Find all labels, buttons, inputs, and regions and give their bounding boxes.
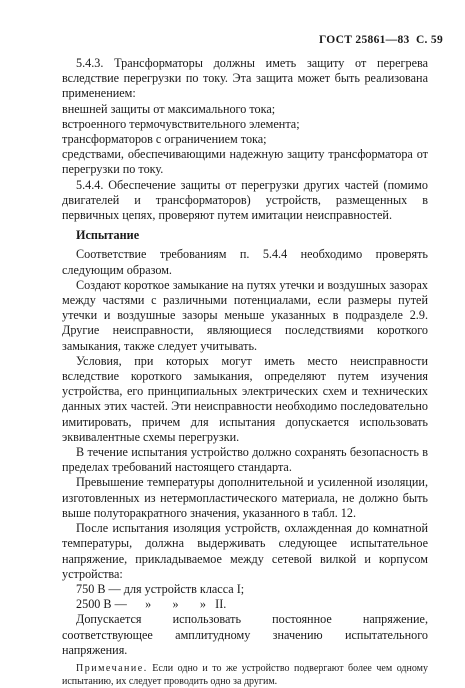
standard-number: ГОСТ 25861—83 bbox=[318, 34, 410, 46]
test-paragraph-1: Соответствие требованиям п. 5.4.4 необходимо проверять следующим образом. bbox=[62, 247, 428, 277]
list-item: средствами, обеспечивающими надежную защиту трансформатора от перегрузки по току. bbox=[62, 147, 428, 177]
list-item: внешней защиты от максимального тока; bbox=[62, 101, 276, 116]
page-header bbox=[319, 34, 443, 46]
test-paragraph-2: Создают короткое замыкание на путях утечки и воздушных зазорах между частями с различными потенциалами, если размеры путей утечки и воздушные зазоры меньше указанных в подразделе 2.9. Другие неисправности, являющиеся последствиями короткого замыкания, также следует учитывать. bbox=[62, 277, 428, 353]
list-item: трансформаторов с ограничением тока; bbox=[62, 132, 267, 147]
page-number: С. 59 bbox=[415, 34, 443, 46]
voltage-class-1: 750 В — для устройств класса I; bbox=[76, 581, 245, 596]
clause-5-4-4: 5.4.4. Обеспечение защиты от перегрузки других частей (помимо двигателей и трансформаторов) устройств, размещенных в первичных цепях, проверяют путем имитации неисправностей. bbox=[62, 177, 428, 223]
test-paragraph-6: После испытания изоляция устройств, охлажденная до комнатной температуры, должна выдерживать следующее испытательное напряжение, прикладываемое между сетевой вилкой и корпусом устройства: bbox=[62, 521, 428, 581]
document-body bbox=[62, 56, 428, 688]
list-item: встроенного термочувствительного элемента; bbox=[62, 116, 300, 131]
note bbox=[62, 662, 428, 688]
note-label: Примечание. bbox=[76, 662, 148, 674]
section-heading: Испытание bbox=[76, 228, 140, 243]
test-paragraph-5: Превышение температуры дополнительной и усиленной изоляции, изготовленных из нетермопластического материала, не должно быть выше полуторакратного значения, указанного в табл. 12. bbox=[62, 475, 428, 520]
voltage-class-2: 2500 В — » » » II. bbox=[76, 597, 227, 612]
test-paragraph-3: Условия, при которых могут иметь место неисправности вследствие короткого замыкания, определяют путем изучения устройства, его принципиальных электрических схем и технических данных этих частей. Эти неисправности необходимо последовательно имитировать, причем для испытания допускается использовать эквивалентные схемы перегрузки. bbox=[62, 353, 428, 444]
test-paragraph-4: В течение испытания устройство должно сохранять безопасность в пределах требований настоящего стандарта. bbox=[62, 445, 428, 475]
test-paragraph-7: Допускается использовать постоянное напряжение, соответствующее амплитудному значению испытательного напряжения. bbox=[62, 612, 428, 657]
clause-5-4-3: 5.4.3. Трансформаторы должны иметь защиту от перегрева вследствие перегрузки по току. Эта защита может быть реализована применением: bbox=[62, 56, 428, 101]
note-text: Если одно и то же устройство подвергают более чем одному испытанию, их следует проводить одно за другим. bbox=[62, 662, 428, 687]
